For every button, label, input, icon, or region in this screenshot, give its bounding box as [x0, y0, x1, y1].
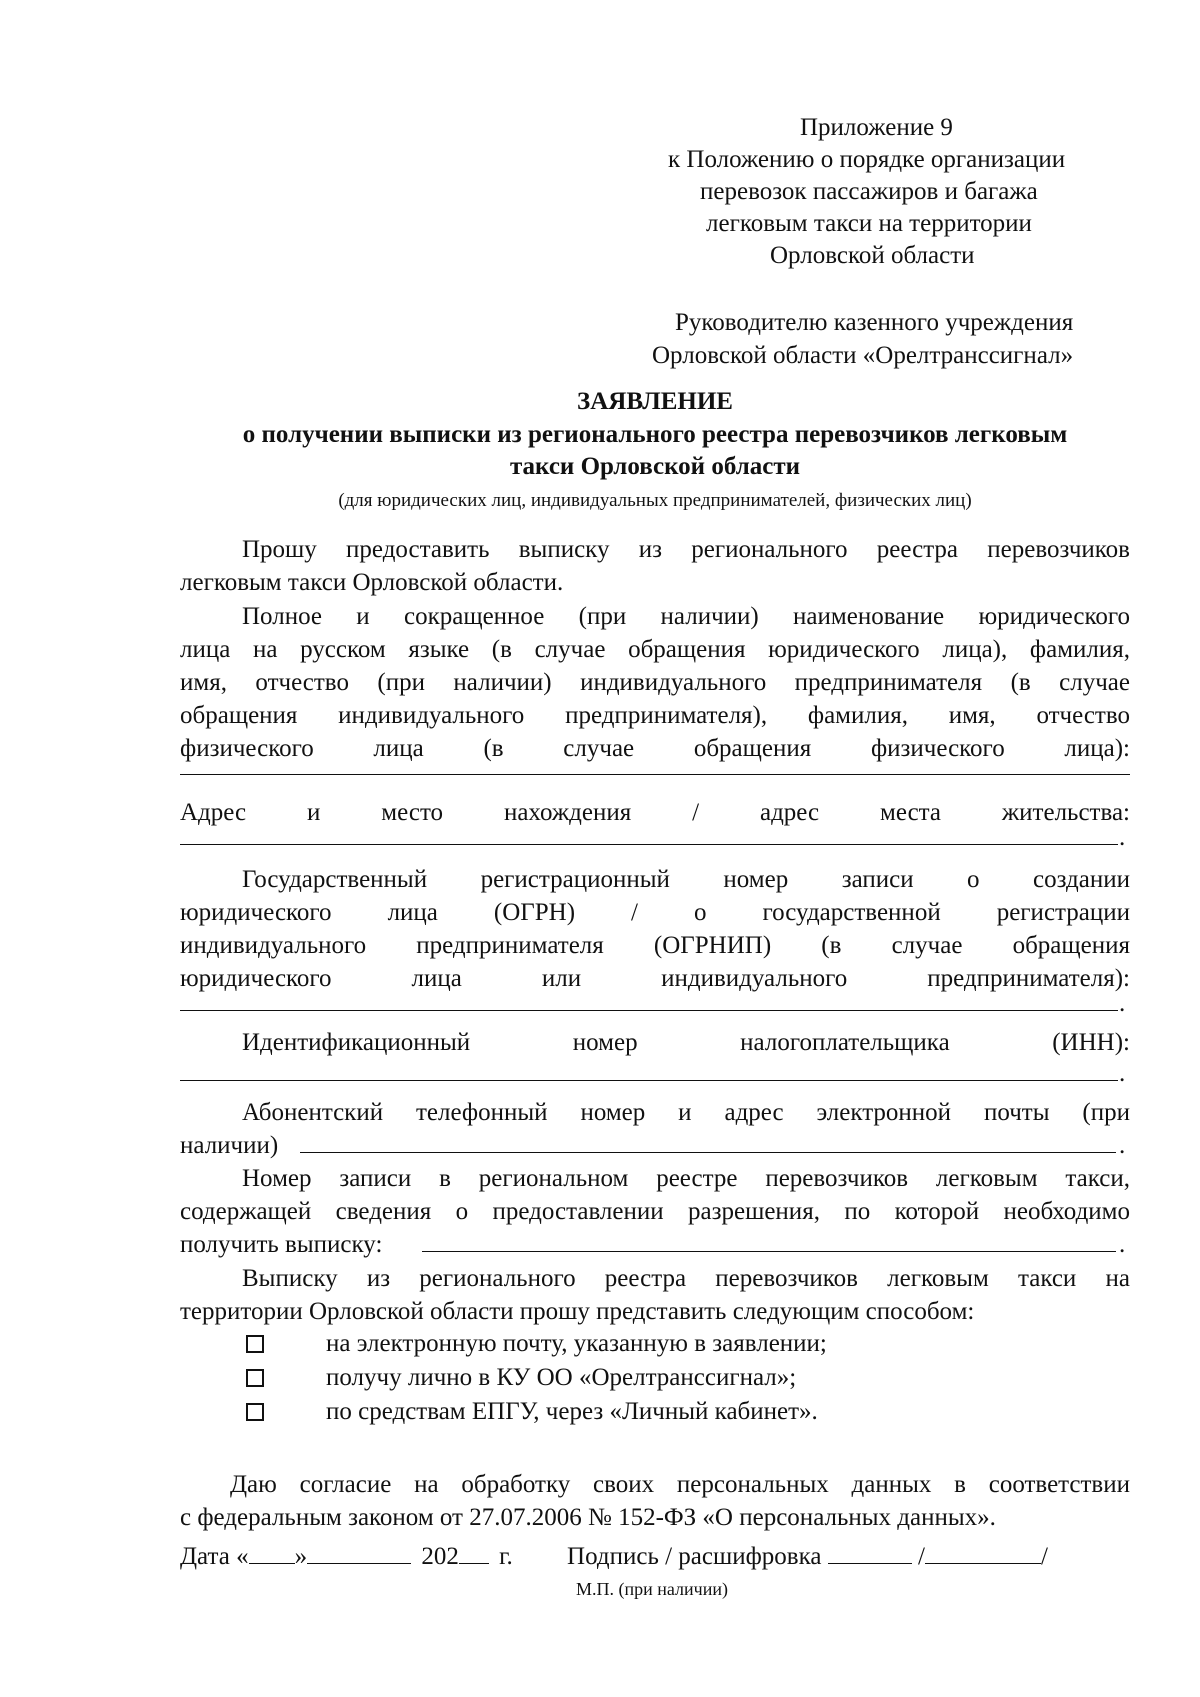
- ogrn-line-3: индивидуального предпринимателя (ОГРНИП) (в случае обращения: [180, 932, 1130, 959]
- phone-line-1: Абонентский телефонный номер и адрес электронной почты (при: [242, 1099, 1130, 1126]
- stamp-note: М.П. (при наличии): [576, 1579, 728, 1599]
- phone-fill-line[interactable]: [300, 1152, 1116, 1153]
- ogrn-line-4: юридического лица или индивидуального предпринимателя):: [180, 965, 1130, 992]
- appendix-line-4: легковым такси на территории: [706, 210, 1032, 237]
- method-line-1: Выписку из регионального реестра перевозчиков легковым такси на: [242, 1265, 1130, 1292]
- method-line-2: территории Орловской области прошу представить следующим способом:: [180, 1298, 975, 1325]
- ogrn-line-2: юридического лица (ОГРН) / о государственной регистрации: [180, 899, 1130, 926]
- request-line-1: Прошу предоставить выписку из регионального реестра перевозчиков: [242, 536, 1130, 563]
- date-day-field[interactable]: [249, 1541, 295, 1564]
- ogrn-end-dot: .: [1119, 990, 1126, 1017]
- date-year-field[interactable]: [459, 1541, 489, 1564]
- phone-line-2: наличии): [180, 1132, 279, 1159]
- addressee-line-1: Руководителю казенного учреждения: [675, 309, 1074, 336]
- name-fill-line[interactable]: [180, 774, 1130, 775]
- addressee-line-2: Орловской области «Орелтранссигнал»: [652, 342, 1074, 369]
- name-line-5: физического лица (в случае обращения физического лица):: [180, 735, 1130, 762]
- date-close-quote: »: [294, 1543, 308, 1570]
- inn-fill-line[interactable]: [180, 1080, 1118, 1081]
- address-line-1: Адрес и место нахождения / адрес места жительства:: [180, 799, 1130, 826]
- checkbox-epgu[interactable]: [246, 1403, 264, 1421]
- address-fill-line[interactable]: [180, 844, 1118, 845]
- option-email-label: на электронную почту, указанную в заявлении;: [326, 1330, 827, 1357]
- signature-slash: /: [917, 1543, 925, 1570]
- option-epgu-label: по средствам ЕПГУ, через «Личный кабинет».: [326, 1398, 818, 1425]
- name-line-2: лица на русском языке (в случае обращения юридического лица), фамилия,: [180, 636, 1130, 663]
- request-line-2: легковым такси Орловской области.: [180, 569, 564, 596]
- signature-label: Подпись / расшифровка: [567, 1543, 822, 1570]
- consent-line-2: с федеральным законом от 27.07.2006 № 152-ФЗ «О персональных данных».: [180, 1504, 996, 1531]
- consent-line-1: Даю согласие на обработку своих персональных данных в соответствии: [230, 1471, 1130, 1498]
- document-title: ЗАЯВЛЕНИЕ: [577, 388, 733, 415]
- appendix-line-3: перевозок пассажиров и багажа: [700, 178, 1038, 205]
- ogrn-line-1: Государственный регистрационный номер записи о создании: [242, 866, 1130, 893]
- name-line-1: Полное и сокращенное (при наличии) наименование юридического: [242, 603, 1130, 630]
- signature-decode-field[interactable]: [925, 1541, 1041, 1564]
- checkbox-in-person[interactable]: [246, 1369, 264, 1387]
- year-suffix: г.: [499, 1543, 513, 1570]
- document-subtitle-2: такси Орловской области: [509, 453, 801, 480]
- appendix-line-2: к Положению о порядке организации: [668, 146, 1066, 173]
- document-subtitle-1: о получении выписки из регионального реестра перевозчиков легковым: [242, 421, 1068, 448]
- appendix-line-5: Орловской области: [770, 242, 975, 269]
- inn-end-dot: .: [1119, 1060, 1126, 1087]
- option-in-person-label: получу лично в КУ ОО «Орелтранссигнал»;: [326, 1364, 797, 1391]
- checkbox-email[interactable]: [246, 1335, 264, 1353]
- record-line-1: Номер записи в региональном реестре перевозчиков легковым такси,: [242, 1165, 1130, 1192]
- record-fill-line[interactable]: [422, 1251, 1116, 1252]
- record-end-dot: .: [1119, 1231, 1126, 1258]
- record-line-3: получить выписку:: [180, 1231, 383, 1258]
- signature-field[interactable]: [828, 1541, 912, 1564]
- name-line-3: имя, отчество (при наличии) индивидуального предпринимателя (в случае: [180, 669, 1130, 696]
- date-label: Дата «: [180, 1543, 249, 1570]
- signature-row: [180, 1540, 1048, 1573]
- date-month-field[interactable]: [307, 1541, 411, 1564]
- document-note: (для юридических лиц, индивидуальных предпринимателей, физических лиц): [338, 490, 972, 511]
- ogrn-fill-line[interactable]: [180, 1010, 1118, 1011]
- record-line-2: содержащей сведения о предоставлении разрешения, по которой необходимо: [180, 1198, 1130, 1225]
- signature-end-slash: /: [1040, 1543, 1048, 1570]
- appendix-number: Приложение 9: [800, 114, 953, 141]
- inn-line-1: Идентификационный номер налогоплательщика (ИНН):: [242, 1029, 1130, 1056]
- name-line-4: обращения индивидуального предпринимателя), фамилия, имя, отчество: [180, 702, 1130, 729]
- address-end-dot: .: [1119, 824, 1126, 851]
- phone-end-dot: .: [1119, 1132, 1126, 1159]
- year-prefix: 202: [421, 1543, 459, 1570]
